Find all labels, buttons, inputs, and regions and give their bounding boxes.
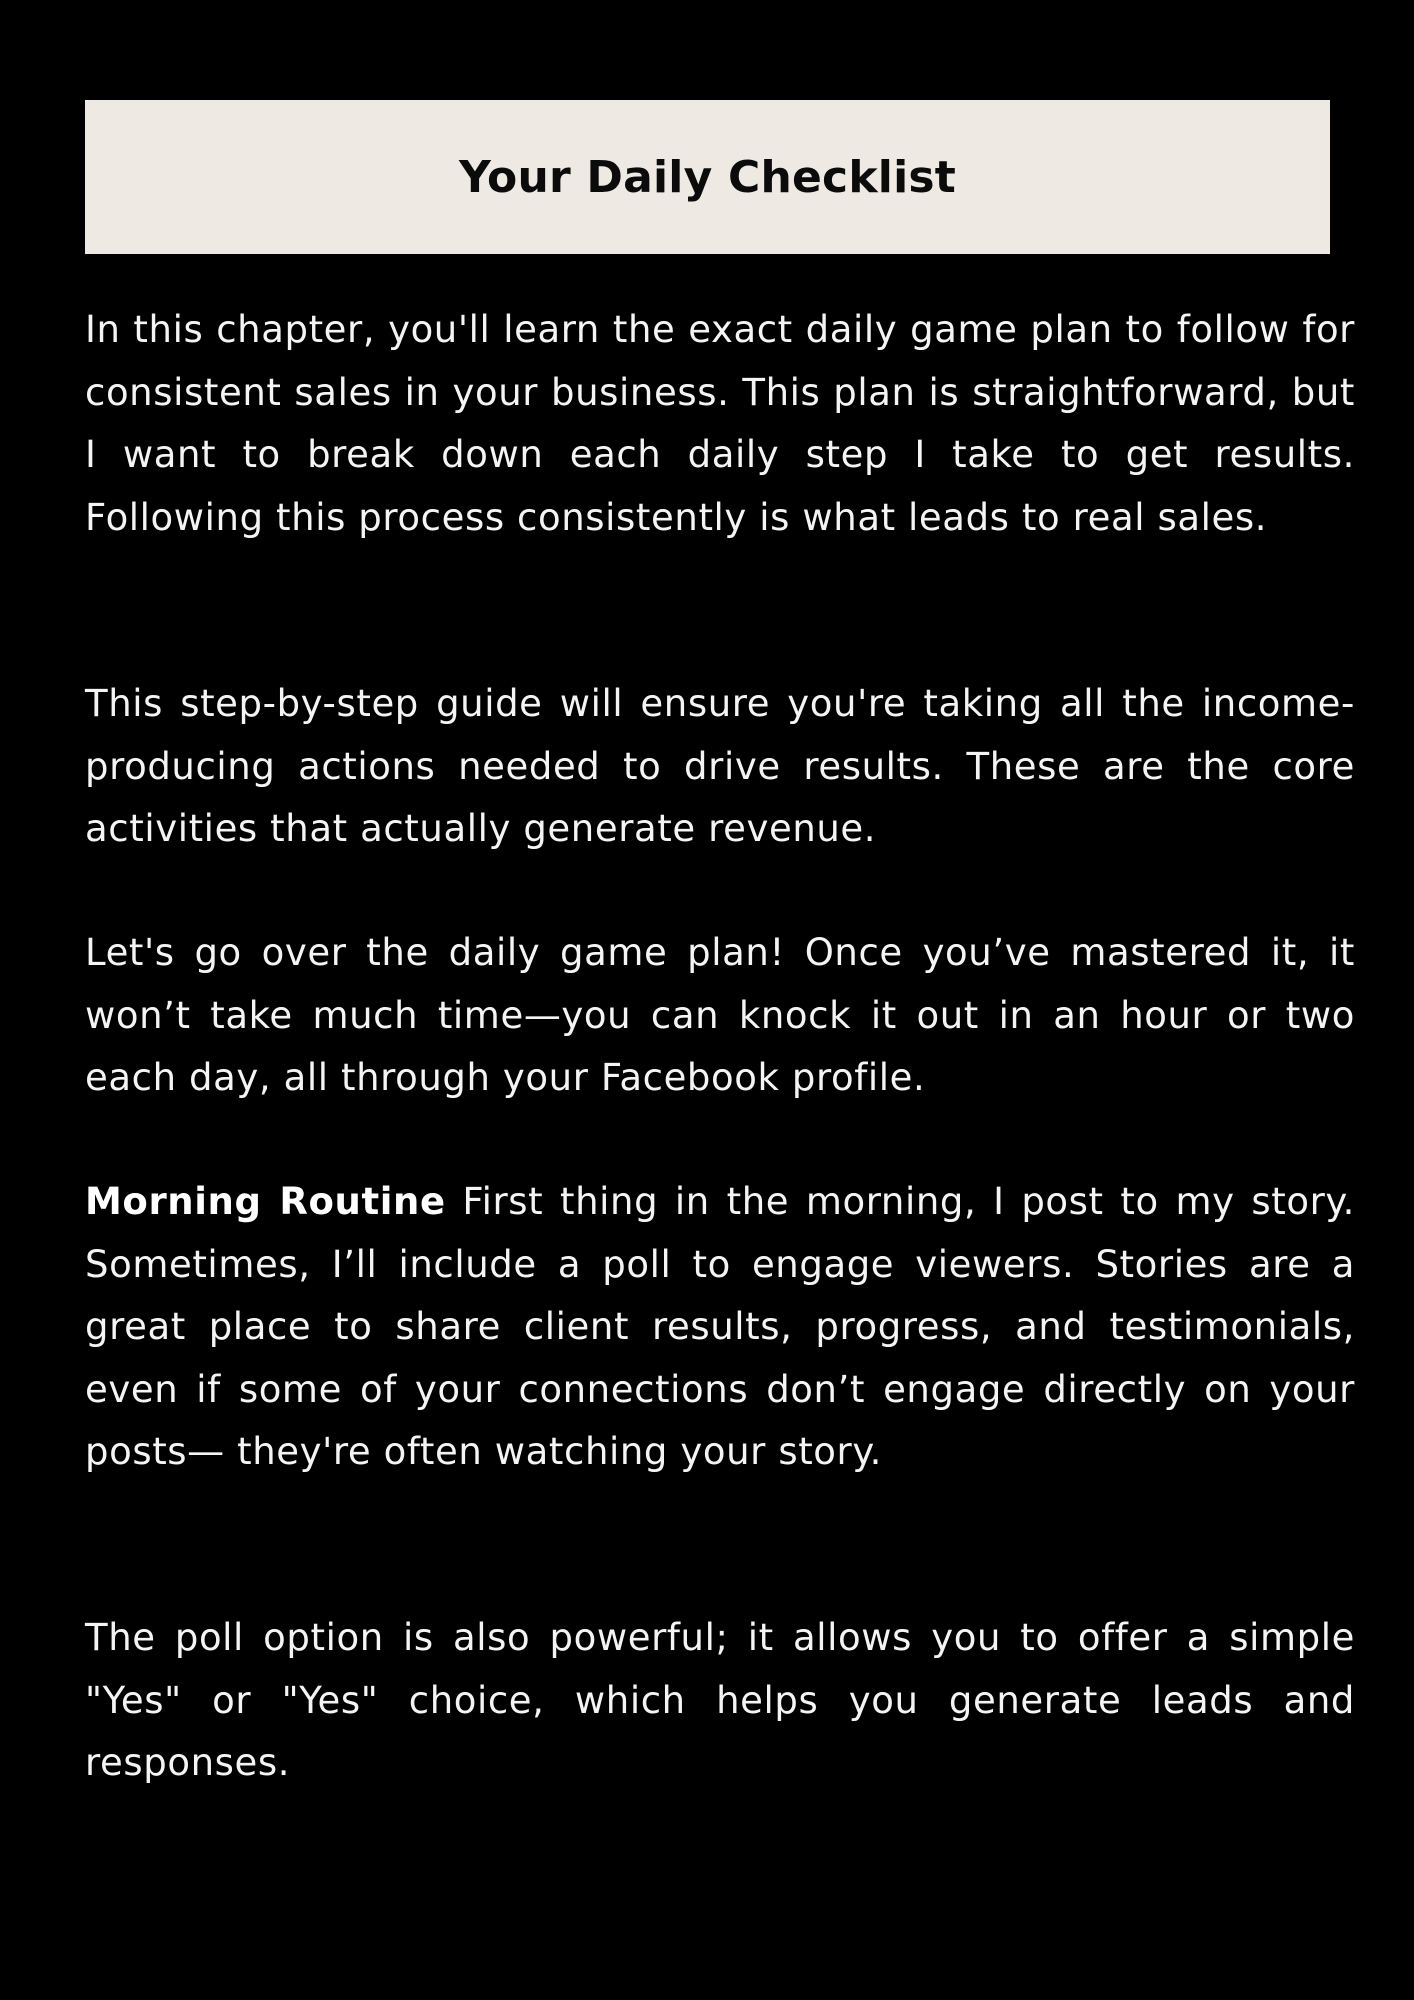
morning-routine-text: First thing in the morning, I post to my story. Sometimes, I’ll include a poll to engage viewers. Stories are a great place to share client results, progress, and testimonials, even if some of your connections don’t engage directly on your posts— they're often watching your story. xyxy=(85,1180,1355,1473)
title-banner xyxy=(85,100,1330,254)
poll-paragraph: The poll option is also powerful; it allows you to offer a simple "Yes" or "Yes" choice, which helps you generate leads and responses. xyxy=(85,1616,1355,1784)
page-title: Your Daily Checklist xyxy=(459,151,956,203)
morning-routine-paragraph xyxy=(85,1171,1355,1484)
game-plan-paragraph: Let's go over the daily game plan! Once you’ve mastered it, it won’t take much time—you can knock it out in an hour or two each day, all through your Facebook profile. xyxy=(85,931,1355,1099)
intro-paragraph: In this chapter, you'll learn the exact daily game plan to follow for consistent sales in your business. This plan is straightforward, but I want to break down each daily step I take to get results. Following this process consistently is what leads to real sales. xyxy=(85,308,1355,539)
guide-paragraph: This step-by-step guide will ensure you're taking all the income-producing actions needed to drive results. These are the core activities that actually generate revenue. xyxy=(85,682,1355,850)
morning-routine-heading: Morning Routine xyxy=(85,1180,446,1223)
